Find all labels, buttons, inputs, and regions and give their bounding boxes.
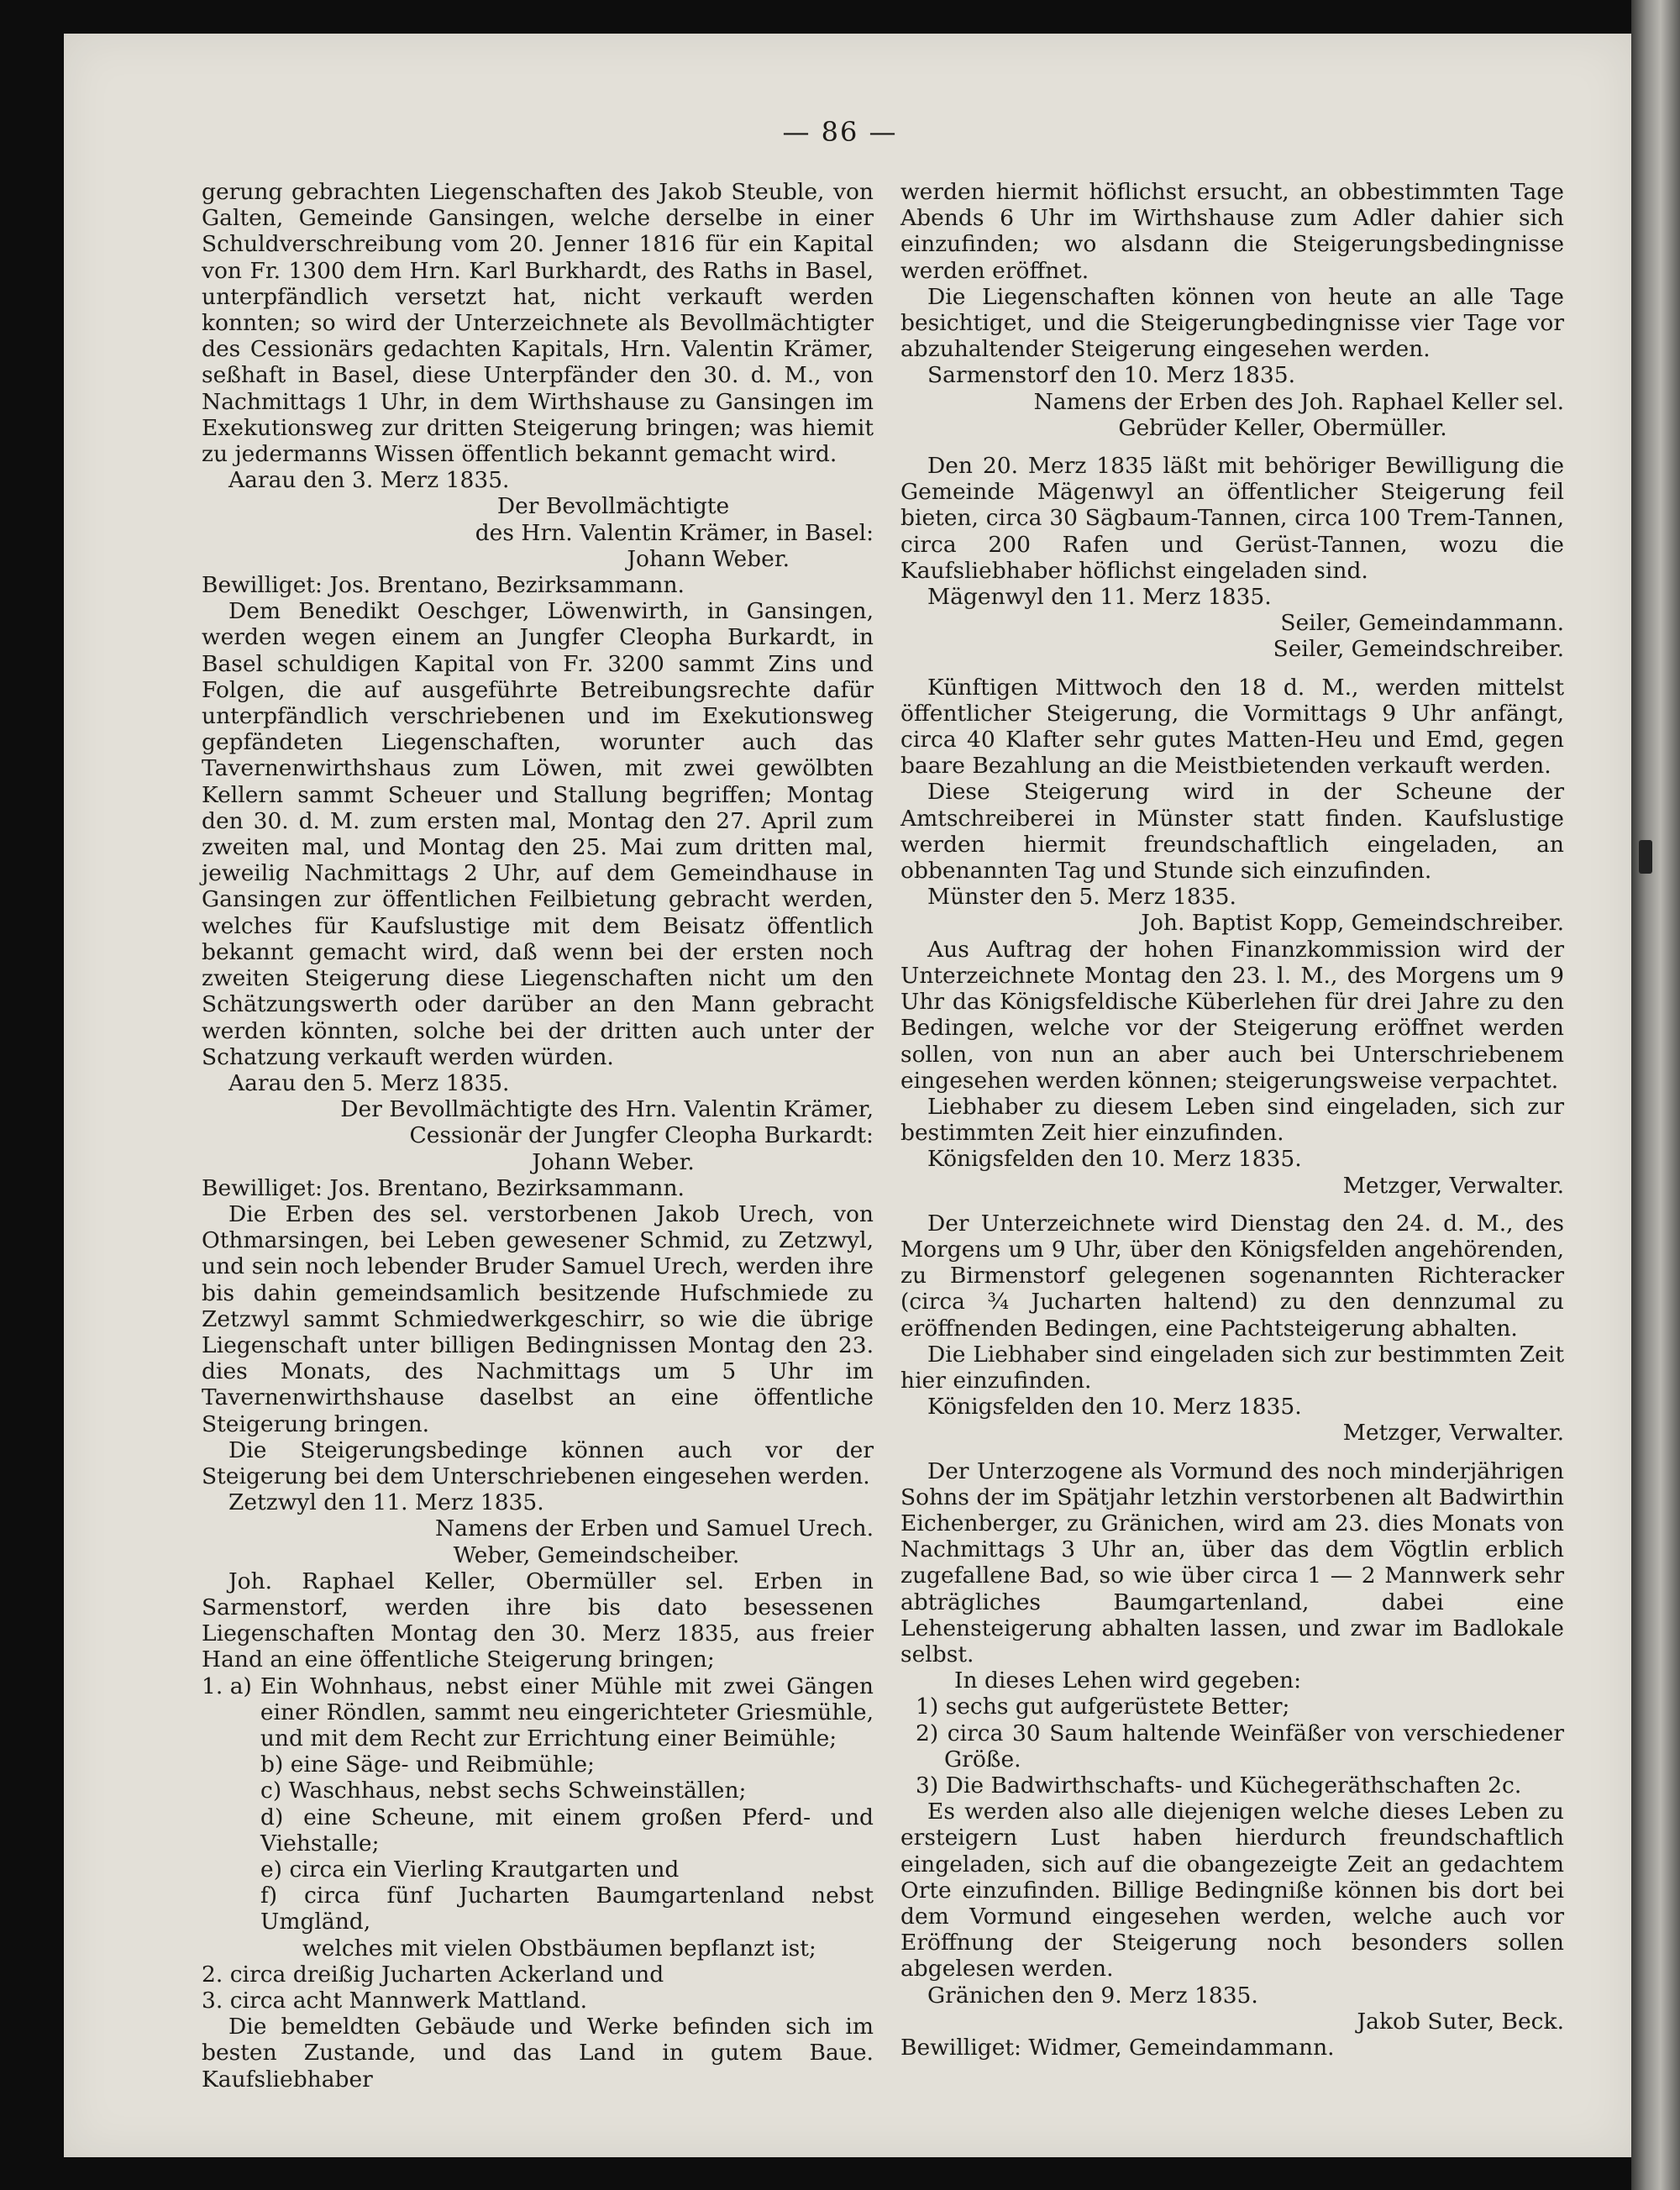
notice-keller: [202, 1568, 874, 2093]
list-item: 3) Die Badwirthschafts- und Küchegeräthschaften 2c.: [916, 1772, 1522, 1799]
spacer: [900, 441, 1564, 453]
notice-body: werden hiermit höflichst ersucht, an obbestimmten Tage Abends 6 Uhr im Wirthshause zum Adler dahier sich einzufinden; wo alsdann die Steigerungsbedingnisse werden eröffnet.: [900, 179, 1564, 284]
list-item-continuation: welches mit vielen Obstbäumen bepflanzt ist;: [302, 1935, 816, 1962]
signature-name: Johann Weber.: [627, 545, 790, 572]
list-item: 2) circa 30 Saum haltende Weinfäßer von verschiedener Größe.: [916, 1720, 1564, 1772]
approval-line: Bewilliget: Jos. Brentano, Bezirksammann.: [202, 572, 685, 599]
notice-body: Die Erben des sel. verstorbenen Jakob Urech, von Othmarsingen, bei Leben gewesener Schmid, zu Zetzwyl, und sein noch lebender Bruder Samuel Urech, werden ihre bis dahin gemeindsamlich besitzende Hufschmiede zu Zetzwyl sammt Schmiedwerkgeschirr, so wie die übrige Liegenschaft unter billigen Bedingnissen Montag den 23. dies Monats, des Nachmittags um 5 Uhr im Tavernenwirthshause daselbst an eine öffentliche Steigerung bringen.: [202, 1200, 874, 1437]
signature-name: Weber, Gemeindscheiber.: [453, 1541, 740, 1568]
list-item: f) circa fünf Jucharten Baumgartenland nebst Umgländ,: [260, 1883, 874, 1935]
list-item: e) circa ein Vierling Krautgarten und: [260, 1857, 680, 1883]
notice-body: Dem Benedikt Oeschger, Löwenwirth, in Gansingen, werden wegen einem an Jungfer Cleopha Burkardt, in Basel schuldigen Kapital von Fr. 3200 sammt Zins und Folgen, die auf ausgeführte Betreibungsrechte dafür unterpfändlich verschriebenen und im Exekutionsweg gepfändeten Liegenschaften, worunter auch das Tavernenwirthshaus zum Löwen, mit zwei gewölbten Kellern sammt Scheuer und Stallung begriffen; Montag den 30. d. M. zum ersten mal, Montag den 27. April zum zweiten mal, und Montag den 25. Mai zum dritten mal, jeweilig Nachmittags 2 Uhr, auf dem Gemeindhause in Gansingen zur öffentlichen Feilbietung gebracht werden, welches für Kaufslustige mit dem Beisatz öffentlich bekannt gemacht wird, daß wenn bei der ersten noch zweiten Steigerung diese Liegenschaften nicht um den Schätzungswerth oder darüber an den Mann gebracht werden könnten, solche bei der dritten auch unter der Schatzung verkauft werden würden.: [202, 598, 874, 1070]
notice-keller-continued: [900, 179, 1564, 441]
notice-body: Der Unterzeichnete wird Dienstag den 24. d. M., des Morgens um 9 Uhr, über den Königsfelden angehörenden, zu Birmenstorf gelegenen sogenannten Richteracker (circa ¾ Jucharten haltend) zu den dennzumal zu eröffnenden Bedingen, eine Pachtsteigerung abhalten.: [900, 1210, 1564, 1342]
list-label: 1. a): [202, 1673, 252, 1699]
notice-date: Aarau den 5. Merz 1835.: [228, 1069, 510, 1096]
notice-date: Gränichen den 9. Merz 1835.: [927, 1982, 1258, 2009]
list-item: 2. circa dreißig Jucharten Ackerland und: [202, 1961, 664, 1988]
notice-urech: [202, 1201, 874, 1568]
notice-body: Die bemeldten Gebäude und Werke befinden sich im besten Zustande, und das Land in gutem Baue. Kaufsliebhaber: [202, 2014, 874, 2093]
notice-date: Königsfelden den 10. Merz 1835.: [927, 1146, 1302, 1173]
signature-line: des Hrn. Valentin Krämer, in Basel:: [475, 519, 874, 546]
approval-line: Bewilliget: Widmer, Gemeindammann.: [900, 2035, 1335, 2061]
signature-title: Der Bevollmächtigte: [496, 493, 730, 520]
approval-line: Bewilliget: Jos. Brentano, Bezirksammann.: [202, 1174, 685, 1201]
binding-mark: [1639, 840, 1652, 874]
signature-line: Jakob Suter, Beck.: [1357, 2008, 1564, 2035]
signature-line: Namens der Erben und Samuel Urech.: [434, 1515, 874, 1542]
notice-body: gerung gebrachten Liegenschaften des Jakob Steuble, von Galten, Gemeinde Gansingen, welche derselbe in einer Schuldverschreibung vom 20. Jenner 1816 für ein Kapital von Fr. 1300 dem Hrn. Karl Burkhardt, des Raths in Basel, unterpfändlich versetzt hat, nicht verkauft werden konnten; so wird der Unterzeichnete als Bevollmächtigter des Cessionärs gedachten Kapitals, Hrn. Valentin Krämer, seßhaft in Basel, diese Unterpfänder den 30. d. M., von Nachmittags 1 Uhr, in dem Wirthshause zu Gansingen im Exekutionsweg zur dritten Steigerung bringen; was hiemit zu jedermanns Wissen öffentlich bekannt gemacht wird.: [202, 179, 874, 468]
notice-date: Sarmenstorf den 10. Merz 1835.: [927, 362, 1296, 389]
page-number: — 86 —: [782, 116, 898, 148]
left-column: [202, 179, 874, 2093]
list-item: 1) sechs gut aufgerüstete Better;: [916, 1694, 1290, 1720]
notice-richteracker: [900, 1211, 1564, 1447]
notice-body: Aus Auftrag der hohen Finanzkommission wird der Unterzeichnete Montag den 23. l. M., des Morgens um 9 Uhr das Königsfeldische Küberlehen für drei Jahre zu den Bedingen, welche vor der Steigerung eröffnet werden sollen, von nun an aber auch bei Unterschriebenem eingesehen werden können; steigerungsweise verpachtet.: [900, 936, 1564, 1094]
notice-body: Die Liegenschaften können von heute an alle Tage besichtiget, und die Steigerungbedingnisse vier Tage vor abzuhaltender Steigerung eingesehen werden.: [900, 283, 1564, 363]
signature-line: Der Bevollmächtigte des Hrn. Valentin Krämer,: [340, 1096, 874, 1123]
page-edge: [1631, 0, 1680, 2190]
notice-body: Joh. Raphael Keller, Obermüller sel. Erben in Sarmenstorf, werden ihre bis dato besessenen Liegenschaften Montag den 30. Merz 1835, aus freier Hand an eine öffentliche Steigerung bringen;: [202, 1568, 874, 1673]
notice-kueberlehen: [900, 937, 1564, 1199]
notice-steuble: [202, 179, 874, 598]
list-lead: In dieses Lehen wird gegeben:: [954, 1667, 1302, 1694]
signature-line: Metzger, Verwalter.: [1342, 1172, 1564, 1199]
notice-date: Aarau den 3. Merz 1835.: [228, 467, 510, 494]
notice-body: Die Steigerungsbedinge können auch vor der Steigerung bei dem Unterschriebenen eingesehen werden.: [202, 1436, 874, 1489]
notice-body: Es werden also alle diejenigen welche dieses Leben zu ersteigern Lust haben hierdurch freundschaftlich eingeladen, sich auf die obangezeigte Zeit an gedachtem Orte einzufinden. Billige Bedingniße können bis dort bei dem Vormund eingesehen werden, welche auch vor Eröffnung der Steigerung noch besonders sollen abgelesen werden.: [900, 1799, 1564, 1983]
notice-oeschger: [202, 598, 874, 1201]
notice-date: Münster den 5. Merz 1835.: [927, 884, 1236, 911]
signature-line: Seiler, Gemeindschreiber.: [1273, 636, 1564, 663]
notice-body: Liebhaber zu diesem Leben sind eingeladen, sich zur bestimmten Zeit hier einzufinden.: [900, 1093, 1564, 1147]
notice-muenster: [900, 675, 1564, 937]
notice-body: Diese Steigerung wird in der Scheune der Amtschreiberei in Münster statt finden. Kaufslustige werden hiermit freundschaftlich eingeladen, an obbenannten Tag und Stunde sich einzufinden.: [900, 779, 1564, 885]
list-item: d) eine Scheune, mit einem großen Pferd- und Viehstalle;: [260, 1804, 874, 1857]
list-item: 3. circa acht Mannwerk Mattland.: [202, 1988, 588, 2014]
notice-maegenwyl: [900, 453, 1564, 663]
notice-date: Zetzwyl den 11. Merz 1835.: [228, 1489, 544, 1516]
signature-line: Namens der Erben des Joh. Raphael Keller sel.: [1033, 388, 1564, 415]
signature-line: Seiler, Gemeindammann.: [1280, 610, 1564, 637]
notice-date: Königsfelden den 10. Merz 1835.: [927, 1394, 1302, 1421]
notice-body: Der Unterzogene als Vormund des noch minderjährigen Sohns der im Spätjahr letzhin verstorbenen alt Badwirthin Eichenberger, zu Gränichen, wird am 23. dies Monats von Nachmittags 3 Uhr an, über das dem Vögtlin erblich zugefallene Bad, so wie über circa 1 — 2 Mannwerk sehr abträgliches Baumgartenland, dabei eine Lehensteigerung abhalten lassen, und zwar im Badlokale selbst.: [900, 1457, 1564, 1667]
list-item: c) Waschhaus, nebst sechs Schweinställen;: [260, 1778, 747, 1804]
list-item: [202, 1673, 874, 1752]
spacer: [900, 1199, 1564, 1211]
signature-name: Johann Weber.: [532, 1148, 695, 1175]
signature-name: Gebrüder Keller, Obermüller.: [1118, 414, 1447, 441]
notice-body: Den 20. Merz 1835 läßt mit behöriger Bewilligung die Gemeinde Mägenwyl an öffentlicher Steigerung feil bieten, circa 30 Sägbaum-Tannen, circa 100 Trem-Tannen, circa 200 Rafen und Gerüst-Tannen, wozu die Kaufsliebhaber höflichst eingeladen sind.: [900, 453, 1564, 584]
signature-line: Cessionär der Jungfer Cleopha Burkardt:: [409, 1122, 874, 1149]
notice-date: Mägenwyl den 11. Merz 1835.: [927, 584, 1272, 611]
right-column: [900, 179, 1564, 2061]
signature-line: Joh. Baptist Kopp, Gemeindschreiber.: [1141, 910, 1564, 937]
notice-graenichen: [900, 1458, 1564, 2061]
signature-line: Metzger, Verwalter.: [1342, 1420, 1564, 1447]
spacer: [900, 1447, 1564, 1458]
spacer: [900, 663, 1564, 675]
list-text: Ein Wohnhaus, nebst einer Mühle mit zwei Gängen einer Röndlen, sammt neu eingerichteter Griesmühle, und mit dem Recht zur Errichtung einer Beimühle;: [260, 1673, 874, 1751]
list-item: b) eine Säge- und Reibmühle;: [260, 1751, 595, 1778]
notice-body: Künftigen Mittwoch den 18 d. M., werden mittelst öffentlicher Steigerung, die Vormittags 9 Uhr anfängt, circa 40 Klafter sehr gutes Matten-Heu und Emd, gegen baare Bezahlung an die Meistbietenden verkauft werden.: [900, 674, 1564, 780]
notice-body: Die Liebhaber sind eingeladen sich zur bestimmten Zeit hier einzufinden.: [900, 1341, 1564, 1394]
